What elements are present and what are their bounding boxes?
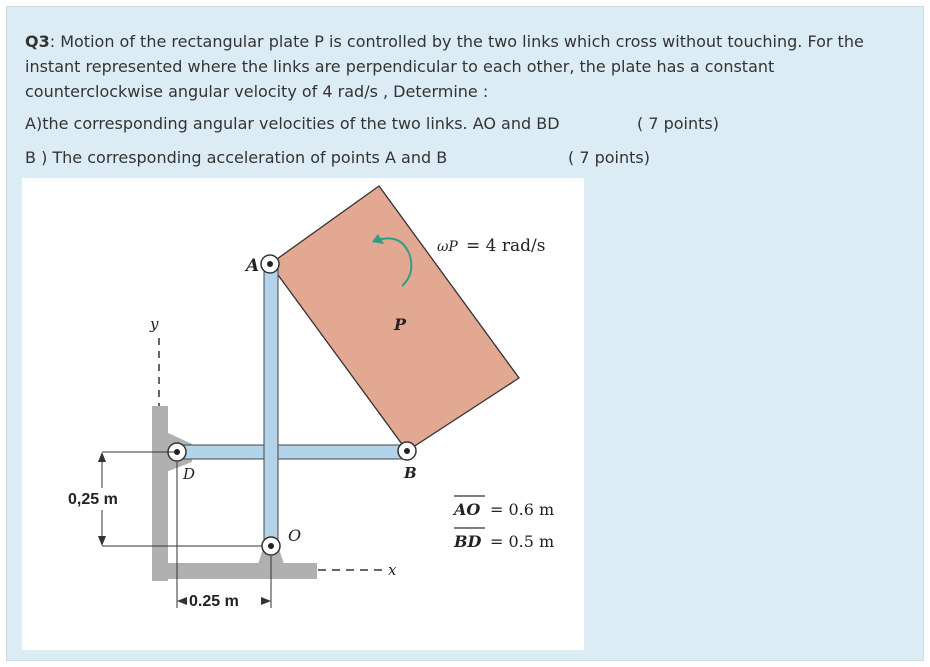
dim-v-arrow-up-icon xyxy=(98,452,106,462)
omega-symbol: ωP xyxy=(437,239,458,255)
question-intro: : Motion of the rectangular plate P is controlled by the two links which cross without touching. For the instant represented where the links are perpendicular to each other, the plate has a constant counterclockwise angular velocity of 4 rad/s , Determine : xyxy=(25,32,864,101)
pin-B xyxy=(398,442,416,460)
pin-O xyxy=(262,537,280,555)
dim-horizontal-label: 0.25 m xyxy=(189,593,239,610)
bd-label: BD xyxy=(454,532,482,551)
dim-h-arrow-right-icon xyxy=(261,597,271,605)
ao-label: AO xyxy=(454,500,481,519)
label-P: P xyxy=(394,315,407,334)
label-x: x xyxy=(388,561,397,579)
link-BD xyxy=(177,445,407,459)
ao-value: = 0.6 m xyxy=(490,500,555,519)
label-O: O xyxy=(288,526,302,545)
part-b-text: B ) The corresponding acceleration of points A and B xyxy=(25,148,448,167)
mechanism-diagram xyxy=(22,178,584,650)
pin-A xyxy=(261,255,279,273)
mechanism-figure xyxy=(22,178,584,650)
dim-v-arrow-down-icon xyxy=(98,536,106,546)
label-y: y xyxy=(150,315,159,333)
label-D: D xyxy=(183,465,196,483)
label-A: A xyxy=(246,256,260,276)
question-number: Q3 xyxy=(25,32,50,51)
label-B: B xyxy=(404,464,417,482)
part-a-text: A)the corresponding angular velocities of the two links. AO and BD xyxy=(25,114,560,133)
omega-value: = 4 rad/s xyxy=(466,236,546,256)
bd-value: = 0.5 m xyxy=(490,532,555,551)
fixed-wall xyxy=(152,406,168,581)
question-text xyxy=(25,29,905,104)
dim-h-arrow-left-icon xyxy=(177,597,187,605)
part-b-points: ( 7 points) xyxy=(568,148,650,167)
dim-vertical-label: 0,25 m xyxy=(68,491,118,508)
link-AO xyxy=(264,266,278,546)
part-a-points: ( 7 points) xyxy=(637,114,719,133)
